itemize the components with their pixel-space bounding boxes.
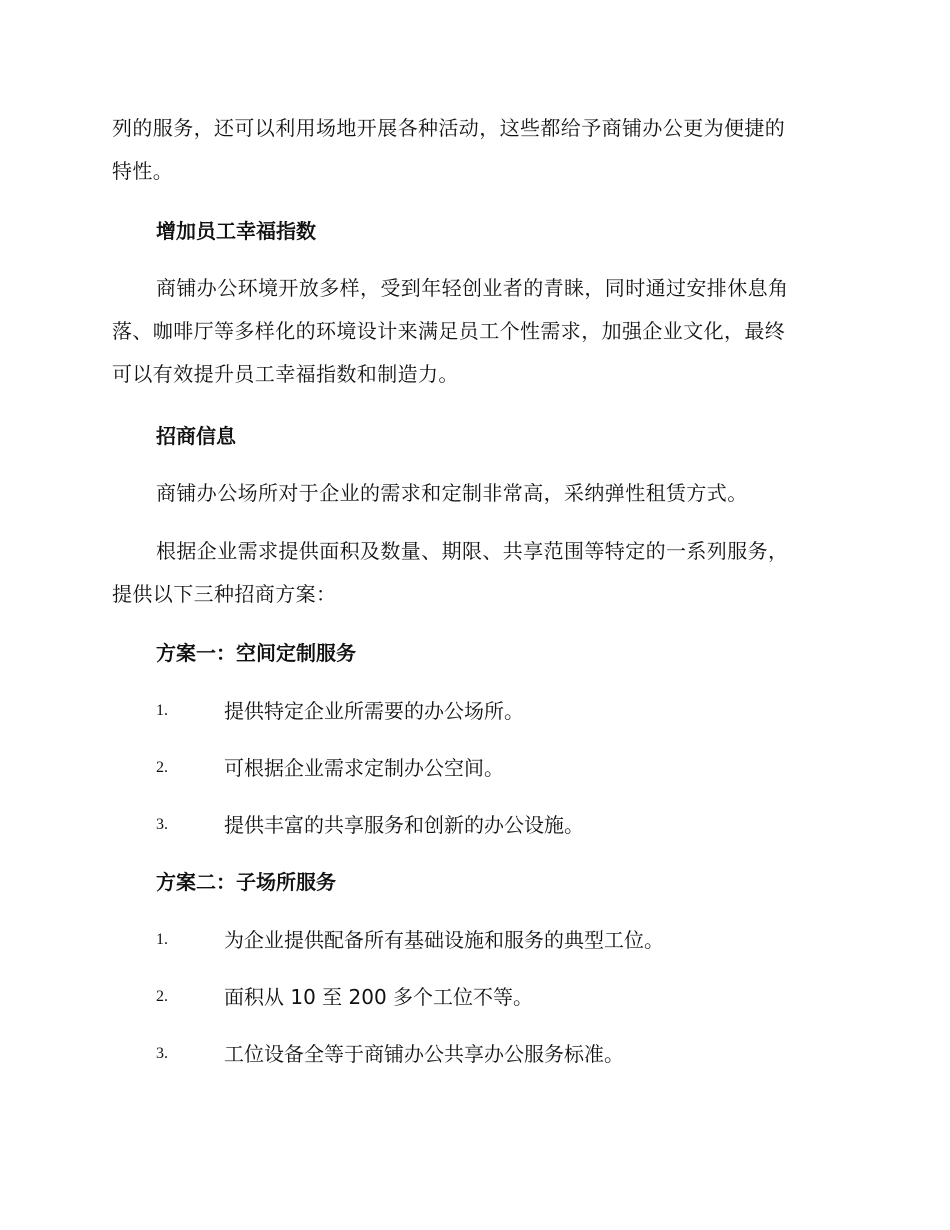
- investment-paragraph-1: [156, 472, 832, 515]
- paragraph-line: 商铺办公环境开放多样，受到年轻创业者的青睐，同时通过安排休息角: [156, 276, 789, 300]
- plan-two-heading: 方案二：子场所服务: [156, 870, 336, 894]
- list-item: [156, 753, 832, 783]
- list-item-number: 3.: [156, 1045, 168, 1062]
- list-item-text: 提供丰富的共享服务和创新的办公设施。: [224, 813, 584, 837]
- list-item: [156, 925, 832, 955]
- list-item-text: 为企业提供配备所有基础设施和服务的典型工位。: [224, 928, 664, 952]
- paragraph-line: 落、咖啡厅等多样化的环境设计来满足员工个性需求，加强企业文化，最终: [112, 319, 786, 343]
- list-item: [156, 810, 832, 840]
- paragraph-line: 根据企业需求提供面积及数量、期限、共享范围等特定的一系列服务，: [156, 539, 789, 563]
- intro-paragraph: [112, 107, 832, 193]
- list-item-number: 2.: [156, 759, 168, 776]
- paragraph-line: 列的服务，还可以利用场地开展各种活动，这些都给予商铺办公更为便捷的: [112, 116, 786, 140]
- list-item: [156, 982, 832, 1012]
- list-item-text: 提供特定企业所需要的办公场所。: [224, 699, 524, 723]
- list-item-text: 面积从 10 至 200 多个工位不等。: [224, 985, 534, 1009]
- list-item-number: 1.: [156, 702, 168, 719]
- list-item-number: 1.: [156, 931, 168, 948]
- list-item-number: 2.: [156, 988, 168, 1005]
- list-item-number: 3.: [156, 816, 168, 833]
- paragraph-line: 可以有效提升员工幸福指数和制造力。: [112, 362, 459, 386]
- paragraph-line: 提供以下三种招商方案：: [112, 582, 337, 606]
- section-heading-investment: 招商信息: [156, 424, 236, 448]
- section-heading-happiness: 增加员工幸福指数: [156, 219, 316, 243]
- plan-one-heading: 方案一：空间定制服务: [156, 641, 356, 665]
- happiness-paragraph: [112, 267, 832, 396]
- list-item-text: 工位设备全等于商铺办公共享办公服务标准。: [224, 1042, 624, 1066]
- paragraph-line: 特性。: [112, 159, 174, 183]
- list-item-text: 可根据企业需求定制办公空间。: [224, 756, 504, 780]
- paragraph-line: 商铺办公场所对于企业的需求和定制非常高，采纳弹性租赁方式。: [156, 481, 748, 505]
- list-item: [156, 1039, 832, 1069]
- investment-paragraph-2: [112, 530, 832, 616]
- list-item: [156, 696, 832, 726]
